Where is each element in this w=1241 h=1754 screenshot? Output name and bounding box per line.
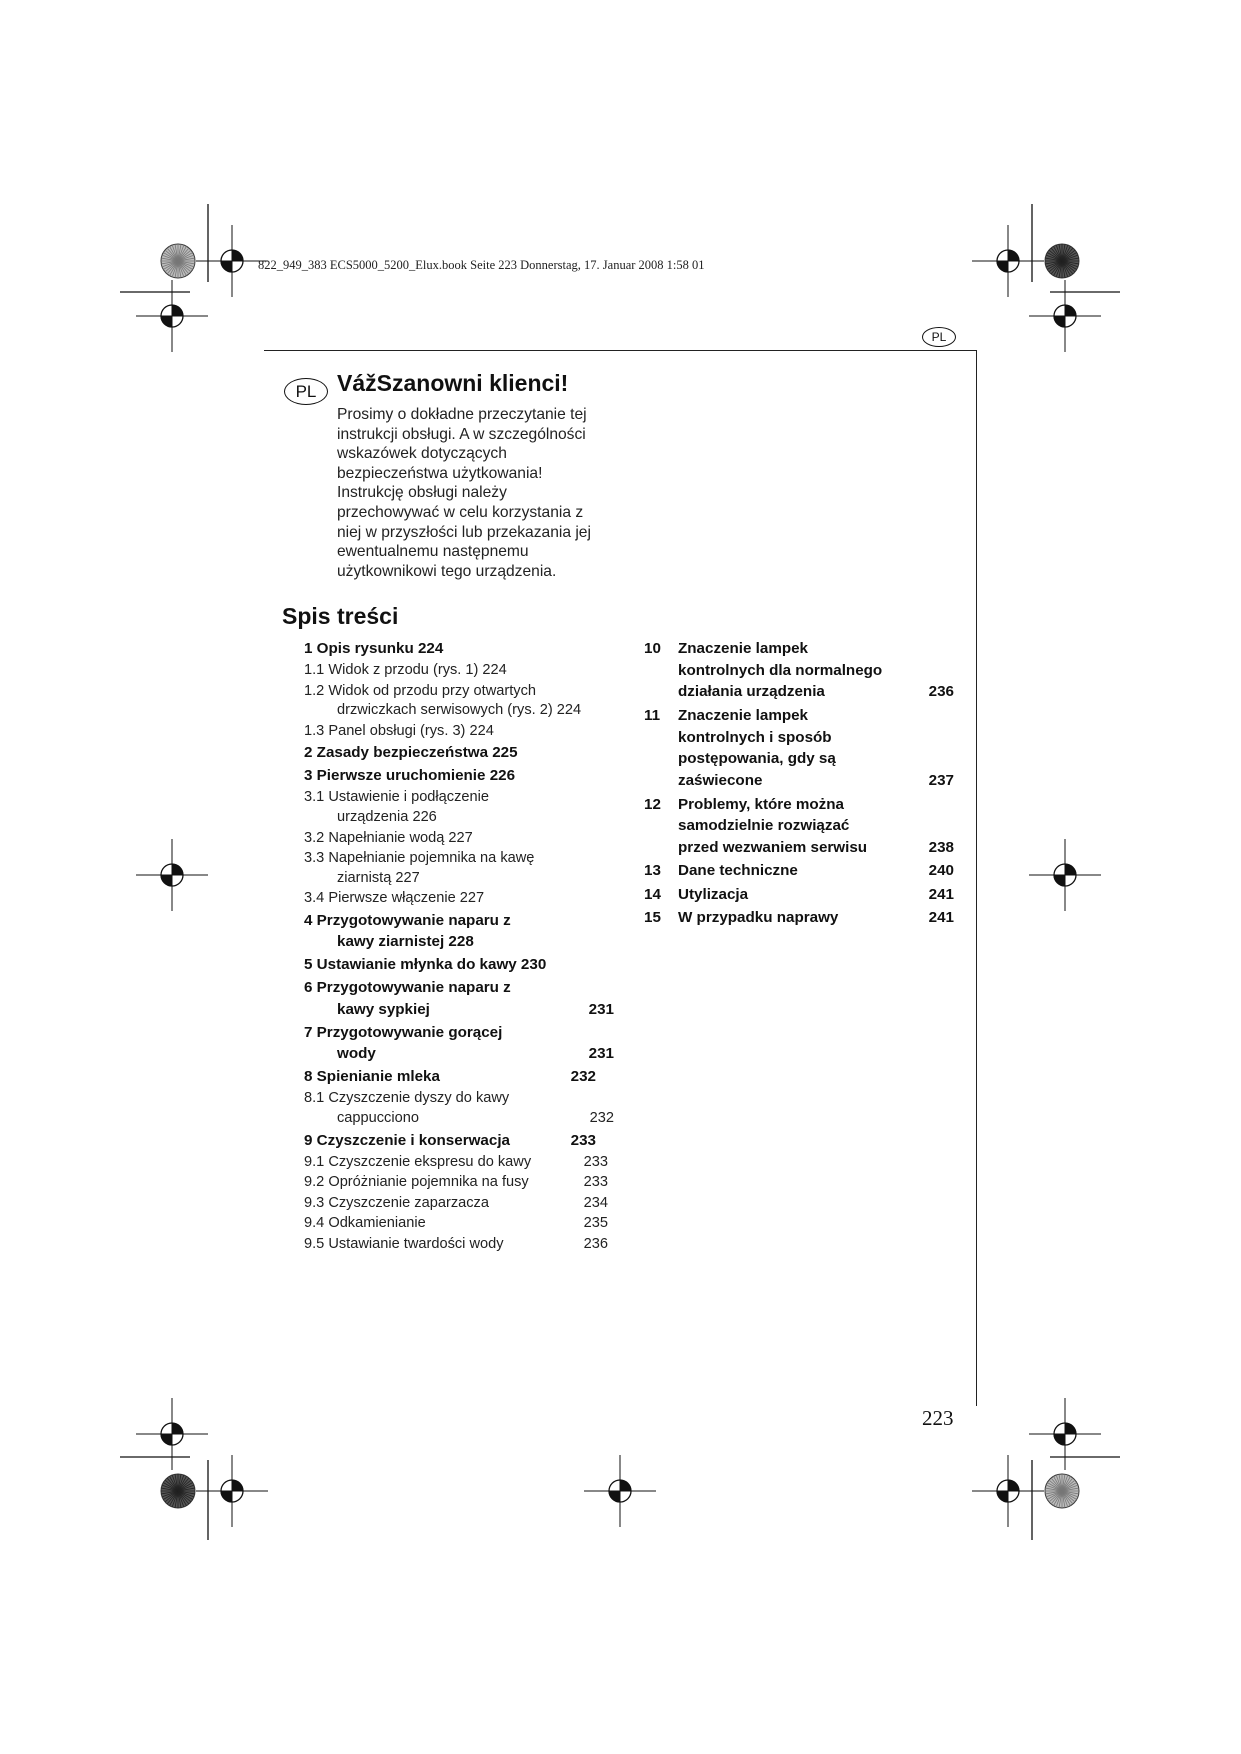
toc-entry-title: 9.2 Opróżnianie pojemnika na fusy xyxy=(304,1174,529,1191)
toc-entry-title: 3.3 Napełnianie pojemnika na kawę xyxy=(304,850,535,867)
toc-entry-title: 7 Przygotowywanie gorącej xyxy=(304,1023,503,1041)
toc-entry xyxy=(304,682,614,721)
toc-entry-page: 241 xyxy=(928,885,954,903)
toc-entry xyxy=(644,860,954,882)
registration-target-fill xyxy=(1065,864,1076,875)
toc-entry-continuation: cappucciono xyxy=(337,1110,419,1127)
toc-entry-title-line: kontrolnych dla normalnego xyxy=(678,661,883,679)
toc-entry-continuation: ziarnistą 227 xyxy=(337,869,420,886)
toc-entry-title: 9 Czyszczenie i konserwacja xyxy=(304,1131,510,1149)
intro-line: instrukcji obsługi. A w szczególności xyxy=(337,425,586,443)
toc-entry xyxy=(644,705,954,792)
toc-entry-continuation: wody xyxy=(337,1045,376,1063)
toc-entry-title: 9.5 Ustawianie twardości wody xyxy=(304,1236,504,1252)
toc-entry-title: 3.1 Ustawienie i podłączenie xyxy=(304,789,489,806)
toc-entry xyxy=(304,1214,614,1234)
toc-entry-title: 3.2 Napełnianie wodą 227 xyxy=(304,829,473,846)
toc-entry xyxy=(644,794,954,859)
registration-target-fill xyxy=(172,864,183,875)
toc-entry-title: 9.3 Czyszczenie zaparzacza xyxy=(304,1194,489,1211)
toc-entry-title: 8 Spienianie mleka xyxy=(304,1068,440,1086)
toc-entry xyxy=(304,638,614,660)
registration-target-fill xyxy=(1054,875,1065,886)
toc-entry-page: 236 xyxy=(928,683,954,701)
toc-entry-title: 2 Zasady bezpieczeństwa 225 xyxy=(304,744,518,762)
intro-line: wskazówek dotyczących xyxy=(337,445,507,463)
toc-entry-page: 231 xyxy=(588,1000,614,1018)
toc-entry-page: 240 xyxy=(928,862,954,880)
toc-entry xyxy=(304,954,614,976)
toc-entry-page: 231 xyxy=(588,1045,614,1063)
toc-entry xyxy=(304,829,614,849)
toc-entry-title-line: postępowania, gdy są xyxy=(678,750,836,768)
registration-target-fill xyxy=(620,1480,631,1491)
toc-entry-title: 3 Pierwsze uruchomienie 226 xyxy=(304,767,516,785)
toc-entry-title-line: Dane techniczne xyxy=(678,862,798,880)
toc-entry xyxy=(304,1173,614,1193)
language-badge: PL xyxy=(284,378,328,405)
toc-entry-continuation: drzwiczkach serwisowych (rys. 2) 224 xyxy=(337,702,582,719)
intro-line: bezpieczeństwa użytkowania! xyxy=(337,464,543,482)
toc-entry-title-line: działania urządzenia xyxy=(678,683,825,701)
registration-target-fill xyxy=(1054,316,1065,327)
toc-entry-page: 236 xyxy=(583,1236,608,1252)
toc-entry-title: 6 Przygotowywanie naparu z xyxy=(304,979,511,997)
registration-target-fill xyxy=(1008,250,1019,261)
registration-target-fill xyxy=(172,1423,183,1434)
toc-entry-title: 9.1 Czyszczenie ekspresu do kawy xyxy=(304,1153,532,1170)
print-slug: 822_949_383 ECS5000_5200_Elux.book Seite 223 Donnerstag, 17. Januar 2008 1:58 01 xyxy=(258,258,705,272)
intro-line: przechowywać w celu korzystania z xyxy=(337,503,584,521)
intro-paragraph xyxy=(337,405,627,581)
toc-entry xyxy=(304,1022,614,1065)
intro-line: użytkownikowi tego urządzenia. xyxy=(337,562,557,580)
toc-entry xyxy=(304,661,614,681)
toc-entry xyxy=(304,765,614,787)
toc-entry-title: 3.4 Pierwsze włączenie 227 xyxy=(304,890,485,907)
toc-entry-number: 13 xyxy=(644,862,661,880)
toc-entry xyxy=(304,849,614,888)
toc-entry xyxy=(304,1089,614,1128)
toc-left-column xyxy=(304,638,614,1256)
toc-heading: Spis treści xyxy=(282,603,399,629)
toc-entry-title-line: samodzielnie rozwiązać xyxy=(678,817,850,835)
registration-target-fill xyxy=(161,1434,172,1445)
toc-entry-title-line: Znaczenie lampek xyxy=(678,706,808,724)
toc-entry xyxy=(304,910,614,953)
toc-entry-title: 9.4 Odkamienianie xyxy=(304,1215,426,1232)
intro-line: ewentualnemu następnemu xyxy=(337,543,529,561)
toc-entry-page: 233 xyxy=(583,1174,608,1191)
toc-entry xyxy=(304,1130,614,1152)
toc-entry-page: 235 xyxy=(583,1215,608,1232)
toc-entry-page: 237 xyxy=(928,772,954,790)
toc-entry-title-line: Utylizacja xyxy=(678,885,749,903)
intro-line: Instrukcję obsługi należy xyxy=(337,484,507,502)
toc-entry-number: 14 xyxy=(644,885,661,903)
toc-entry-title-line: Problemy, które można xyxy=(678,795,844,813)
registration-target-fill xyxy=(221,261,232,272)
registration-target-fill xyxy=(1065,305,1076,316)
registration-target-fill xyxy=(221,1491,232,1502)
toc-entry-title: 1 Opis rysunku 224 xyxy=(304,640,444,657)
toc-entry-title-line: W przypadku naprawy xyxy=(678,909,839,927)
toc-entry xyxy=(304,977,614,1020)
toc-entry-title: 1.2 Widok od przodu przy otwartych xyxy=(304,682,536,699)
frame-top-rule xyxy=(264,350,977,351)
toc-entry-number: 10 xyxy=(644,640,661,657)
registration-target-fill xyxy=(1008,1480,1019,1491)
toc-entry-title-line: zaświecone xyxy=(678,772,763,790)
intro-line: niej w przyszłości lub przekazania jej xyxy=(337,523,591,541)
registration-target-fill xyxy=(997,261,1008,272)
registration-target-fill xyxy=(232,250,243,261)
toc-entry-title: 5 Ustawianie młynka do kawy 230 xyxy=(304,956,547,974)
toc-entry-title-line: przed wezwaniem serwisu xyxy=(678,838,868,856)
toc-entry-title: 1.1 Widok z przodu (rys. 1) 224 xyxy=(304,662,507,678)
toc-right-column xyxy=(644,638,954,931)
toc-entry xyxy=(644,884,954,906)
language-badge-header: PL xyxy=(922,327,956,347)
frame-right-rule xyxy=(976,350,977,1406)
toc-entry-title: 8.1 Czyszczenie dyszy do kawy xyxy=(304,1090,510,1107)
toc-entry xyxy=(304,1066,614,1088)
toc-entry-title-line: kontrolnych i sposób xyxy=(678,728,832,746)
toc-entry xyxy=(644,907,954,929)
toc-entry xyxy=(304,1153,614,1173)
toc-entry-page: 241 xyxy=(928,909,954,927)
toc-entry xyxy=(644,638,954,703)
toc-entry-page: 238 xyxy=(928,838,954,856)
toc-entry-page: 232 xyxy=(570,1068,596,1086)
toc-entry-continuation: kawy sypkiej xyxy=(337,1000,430,1018)
toc-entry xyxy=(304,1235,614,1255)
toc-entry-page: 233 xyxy=(570,1131,596,1149)
toc-entry xyxy=(304,788,614,827)
toc-entry-title: 1.3 Panel obsługi (rys. 3) 224 xyxy=(304,722,494,739)
toc-entry-number: 11 xyxy=(644,706,661,724)
toc-entry-number: 12 xyxy=(644,795,661,813)
registration-target-fill xyxy=(161,875,172,886)
toc-entry-title: 4 Przygotowywanie naparu z xyxy=(304,911,511,929)
toc-entry-page: 234 xyxy=(583,1194,608,1211)
toc-entry-page: 233 xyxy=(583,1153,608,1170)
toc-entry xyxy=(304,889,614,909)
toc-entry-continuation: urządzenia 226 xyxy=(337,808,437,825)
toc-entry xyxy=(304,1194,614,1214)
toc-entry-page: 232 xyxy=(589,1110,614,1127)
intro-line: Prosimy o dokładne przeczytanie tej xyxy=(337,406,587,423)
toc-entry-title-line: Znaczenie lampek xyxy=(678,640,808,657)
registration-target-fill xyxy=(609,1491,620,1502)
registration-target-fill xyxy=(172,305,183,316)
registration-target-fill xyxy=(161,316,172,327)
registration-target-fill xyxy=(997,1491,1008,1502)
registration-target-fill xyxy=(1065,1423,1076,1434)
registration-target-fill xyxy=(1054,1434,1065,1445)
greeting-heading: VážSzanowni klienci! xyxy=(337,370,569,396)
page-number: 223 xyxy=(922,1406,954,1430)
toc-entry-number: 15 xyxy=(644,909,661,927)
toc-entry xyxy=(304,742,614,764)
registration-target-fill xyxy=(232,1480,243,1491)
toc-entry xyxy=(304,722,614,742)
toc-entry-continuation: kawy ziarnistej 228 xyxy=(337,933,474,951)
